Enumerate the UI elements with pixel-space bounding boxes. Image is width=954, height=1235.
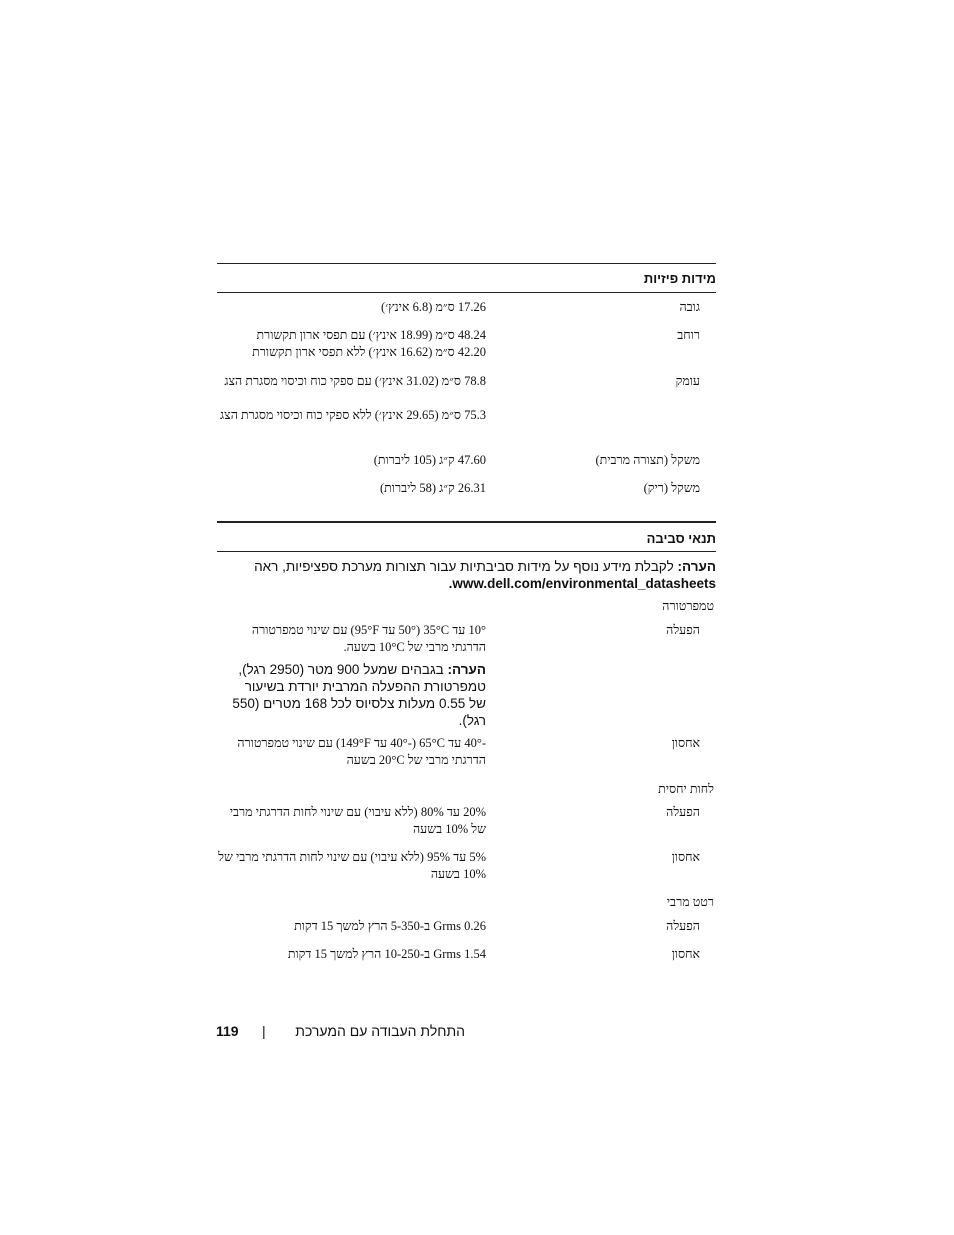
- page-number: 119: [216, 1023, 239, 1039]
- vibration-operating-value: 0.26 Grms ב-5-350 הרץ למשך 15 דקות: [294, 919, 486, 933]
- physical-top-rule: [217, 263, 716, 264]
- humidity-operating-label: הפעלה: [666, 805, 700, 819]
- environmental-datasheets-link[interactable]: www.dell.com/environmental_datasheets.: [448, 576, 716, 591]
- humidity-storage-value: 5% עד 95% (ללא עיבוי) עם שינוי לחות הדרגתי מרבי של 10% בשעה: [218, 850, 486, 881]
- temperature-storage-label: אחסון: [671, 736, 700, 750]
- weight-max-label: משקל (תצורה מרבית): [595, 453, 700, 467]
- environmental-top-rule: [217, 521, 716, 523]
- depth-value-with-psu: 78.8 ס״מ (31.02 אינץ׳) עם ספקי כוח וכיסוי מסגרת הצג: [224, 374, 486, 388]
- width-value-without-ears: 42.20 ס״מ (16.62 אינץ׳) ללא תפסי ארון תקשורת: [252, 345, 486, 359]
- humidity-storage-label: אחסון: [671, 850, 700, 864]
- width-label: רוחב: [677, 328, 700, 342]
- temperature-storage-value: -40° עד 65°C (-40° עד 149°F) עם שינוי טמפרטורה הדרגתי מרבי של 20°C בשעה: [237, 736, 486, 767]
- temperature-operating-note: [231, 661, 486, 729]
- depth-label: עומק: [675, 374, 700, 388]
- humidity-title: לחות יחסית: [658, 782, 714, 796]
- weight-max-value: 47.60 ק״ג (105 ליברות): [373, 453, 486, 467]
- temperature-operating-value: 10° עד 35°C (50° עד 95°F) עם שינוי טמפרטורה הדרגתי מרבי של 10°C בשעה.: [251, 623, 486, 654]
- environmental-heading: תנאי סביבה: [646, 531, 716, 546]
- weight-empty-value: 26.31 ק״ג (58 ליברות): [379, 481, 486, 495]
- vibration-storage-label: אחסון: [671, 947, 700, 961]
- environmental-note-label: הערה:: [677, 559, 716, 574]
- footer-separator: |: [262, 1023, 266, 1039]
- temperature-operating-label: הפעלה: [666, 623, 700, 637]
- temperature-title: טמפרטורה: [662, 599, 714, 613]
- height-label: גובה: [679, 300, 700, 314]
- physical-header-rule: [217, 292, 716, 293]
- humidity-operating-value: 20% עד 80% (ללא עיבוי) עם שינוי לחות הדרגתי מרבי של 10% בשעה: [229, 805, 486, 836]
- footer-title: התחלת העבודה עם המערכת: [295, 1023, 465, 1039]
- environmental-note: [217, 558, 716, 592]
- width-value-with-ears: 48.24 ס״מ (18.99 אינץ׳) עם תפסי ארון תקשורת: [256, 328, 486, 342]
- vibration-title: רטט מרבי: [666, 895, 714, 909]
- temperature-note-text: בגבהים שמעל 900 מטר (2950 רגל), טמפרטורת ההפעלה המרבית יורדת בשיעור של 0.55 מעלות צלסיוס לכל 168 מטרים (550 רגל).: [232, 662, 486, 728]
- vibration-operating-label: הפעלה: [666, 919, 700, 933]
- temperature-note-label: הערה:: [447, 662, 486, 677]
- weight-empty-label: משקל (ריק): [643, 481, 700, 495]
- physical-heading: מידות פיזיות: [643, 271, 716, 286]
- depth-value-without-psu: 75.3 ס״מ (29.65 אינץ׳) ללא ספקי כוח וכיסוי מסגרת הצג: [220, 408, 486, 422]
- environmental-note-text: לקבלת מידע נוסף על מידות סביבתיות עבור תצורות מערכת ספציפיות, ראה: [254, 559, 674, 574]
- height-value: 17.26 ס״מ (6.8 אינץ׳): [381, 300, 486, 314]
- environmental-header-rule: [217, 551, 716, 552]
- vibration-storage-value: 1.54 Grms ב-10-250 הרץ למשך 15 דקות: [287, 947, 486, 961]
